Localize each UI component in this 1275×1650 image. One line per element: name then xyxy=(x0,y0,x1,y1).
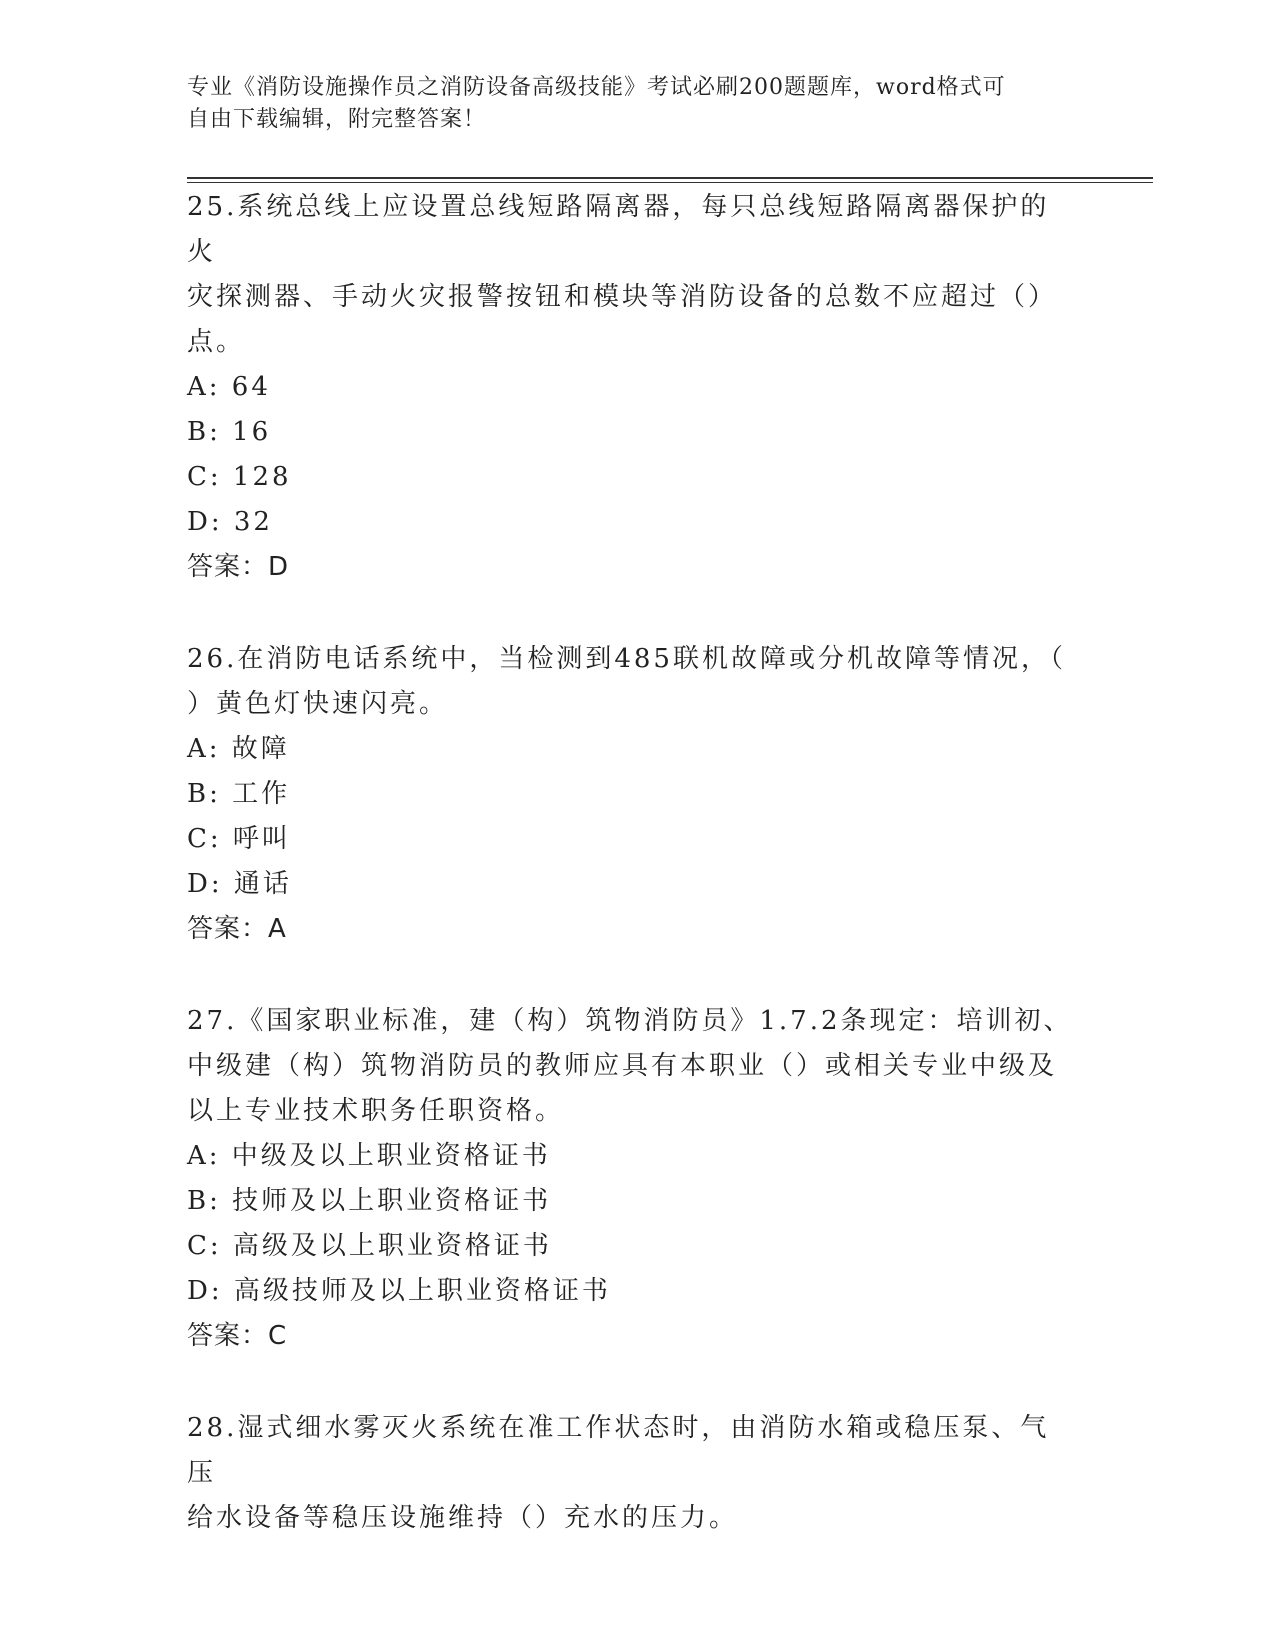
option-c: C: 呼叫 xyxy=(187,824,291,854)
option-c: C: 128 xyxy=(187,462,292,492)
question-text-line: 中级建（构）筑物消防员的教师应具有本职业（）或相关专业中级及 xyxy=(187,1051,1058,1081)
question-text-line: 27.《国家职业标准，建（构）筑物消防员》1.7.2条现定：培训初、 xyxy=(187,1006,1073,1036)
question-text-line: 以上专业技术职务任职资格。 xyxy=(187,1096,565,1126)
question-text-line: 25.系统总线上应设置总线短路隔离器，每只总线短路隔离器保护的火 xyxy=(187,192,1050,267)
question-block-27 xyxy=(187,999,1077,1359)
question-block-28 xyxy=(187,1406,1077,1541)
option-d: D: 通话 xyxy=(187,869,292,899)
header-line-1: 专业《消防设施操作员之消防设备高级技能》考试必刷200题题库，word格式可 xyxy=(187,75,1006,100)
answer-label: 答案：C xyxy=(187,1321,288,1351)
answer-label: 答案：D xyxy=(187,552,290,582)
option-b: B: 工作 xyxy=(187,779,291,809)
option-b: B: 技师及以上职业资格证书 xyxy=(187,1186,552,1216)
option-a: A: 64 xyxy=(187,372,271,402)
question-block-25 xyxy=(187,185,1077,590)
question-text-line: ）黄色灯快速闪亮。 xyxy=(187,689,449,719)
question-text-line: 给水设备等稳压设施维持（）充水的压力。 xyxy=(187,1503,739,1533)
header-line-2: 自由下载编辑，附完整答案！ xyxy=(187,107,487,132)
question-block-26 xyxy=(187,637,1077,952)
header-divider-thick xyxy=(187,177,1153,179)
document-header xyxy=(187,72,1087,136)
option-a: A: 中级及以上职业资格证书 xyxy=(187,1141,551,1171)
question-text-line: 灾探测器、手动火灾报警按钮和模块等消防设备的总数不应超过（） xyxy=(187,282,1058,312)
header-divider-thin xyxy=(187,182,1153,183)
option-d: D: 32 xyxy=(187,507,273,537)
option-b: B: 16 xyxy=(187,417,272,447)
question-text-line: 26.在消防电话系统中，当检测到485联机故障或分机故障等情况，（ xyxy=(187,644,1066,674)
option-d: D: 高级技师及以上职业资格证书 xyxy=(187,1276,611,1306)
answer-label: 答案：A xyxy=(187,914,287,944)
question-text-line: 点。 xyxy=(187,327,246,357)
question-list xyxy=(187,185,1077,1588)
question-text-line: 28.湿式细水雾灭火系统在准工作状态时，由消防水箱或稳压泵、气压 xyxy=(187,1413,1050,1488)
option-c: C: 高级及以上职业资格证书 xyxy=(187,1231,552,1261)
option-a: A: 故障 xyxy=(187,734,290,764)
